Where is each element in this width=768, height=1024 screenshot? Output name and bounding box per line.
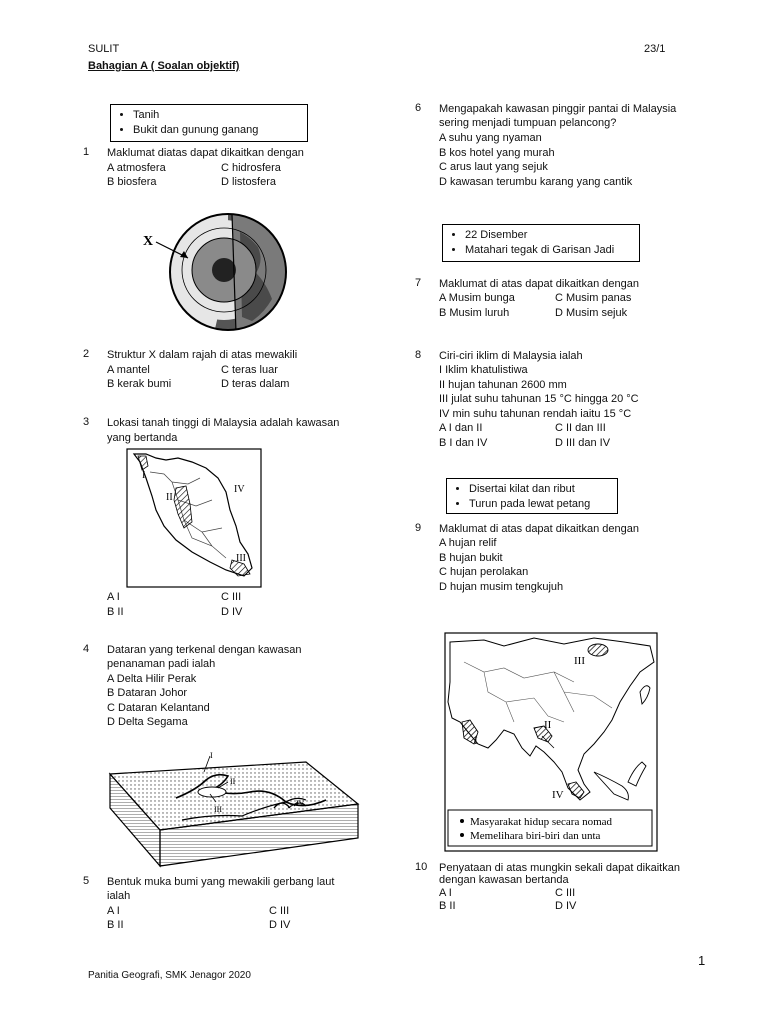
- page-number: 1: [698, 953, 706, 968]
- landform-label: I: [210, 751, 213, 760]
- question-stem: penanaman padi ialah: [107, 658, 216, 670]
- statement: II hujan tahunan 2600 mm: [439, 379, 567, 391]
- map-label: II: [166, 492, 173, 503]
- question-stem: Bentuk muka bumi yang mewakili gerbang laut: [107, 876, 335, 888]
- landform-label: II: [230, 777, 236, 786]
- option: B Dataran Johor: [107, 687, 188, 699]
- question-number: 1: [83, 146, 90, 158]
- option: B kos hotel yang murah: [439, 147, 555, 159]
- coastal-landform-diagram: [106, 748, 362, 868]
- question-8: [415, 349, 745, 451]
- question-stem: Maklumat di atas dapat dikaitkan dengan: [439, 523, 639, 535]
- map-label: II: [544, 719, 552, 731]
- label-x: X: [143, 234, 154, 249]
- question-stem: Struktur X dalam rajah di atas mewakili: [107, 349, 298, 361]
- earth-structure-diagram: [140, 212, 290, 336]
- option: C III: [269, 905, 290, 917]
- question-stem: Ciri-ciri iklim di Malaysia ialah: [439, 350, 583, 362]
- option: A mantel: [107, 364, 150, 376]
- info-box-1-item: • Bukit dan gunung ganang: [133, 123, 307, 138]
- question-5: [83, 875, 383, 935]
- option: A Musim bunga: [439, 292, 515, 304]
- question-number: 5: [83, 875, 90, 887]
- option: B II: [107, 919, 124, 931]
- option: D Musim sejuk: [555, 307, 628, 319]
- option: A I dan II: [439, 422, 483, 434]
- info-box-4-item: Memelihara biri-biri dan unta: [470, 830, 601, 842]
- map-label: III: [574, 655, 585, 667]
- question-stem: Mengapakah kawasan pinggir pantai di Malaysia: [439, 103, 677, 115]
- question-10: [415, 861, 745, 921]
- option: A hujan relif: [439, 537, 497, 549]
- info-box-4-item: Masyarakat hidup secara nomad: [470, 816, 613, 828]
- question-3-options: [83, 590, 383, 620]
- question-number: 10: [415, 861, 428, 873]
- option: B II: [439, 900, 456, 912]
- question-number: 6: [415, 102, 422, 114]
- option: A I: [439, 887, 452, 899]
- option: D IV: [269, 919, 291, 931]
- option: C hujan perolakan: [439, 566, 529, 578]
- option: B biosfera: [107, 176, 157, 188]
- option: D kawasan terumbu karang yang cantik: [439, 176, 633, 188]
- question-9: [415, 522, 745, 596]
- option: D IV: [555, 900, 577, 912]
- statement: IV min suhu tahunan rendah iaitu 15 °C: [439, 408, 632, 420]
- option: C Dataran Kelantand: [107, 702, 210, 714]
- option: C III: [555, 887, 576, 899]
- map-label: I: [142, 470, 146, 481]
- option: D hujan musim tengkujuh: [439, 581, 564, 593]
- option: C III: [221, 591, 242, 603]
- info-box-3-item: • Turun pada lewat petang: [469, 497, 617, 512]
- statement: I Iklim khatulistiwa: [439, 364, 528, 376]
- landform-label: IV: [296, 799, 305, 808]
- question-stem: Dataran yang terkenal dengan kawasan: [107, 644, 302, 656]
- info-box-1: [110, 104, 308, 142]
- question-6: [415, 102, 745, 192]
- question-number: 3: [83, 416, 90, 428]
- info-box-2: [442, 224, 640, 262]
- question-1: [83, 146, 383, 192]
- option: B hujan bukit: [439, 552, 503, 564]
- option: A suhu yang nyaman: [439, 132, 542, 144]
- option: D listosfera: [221, 176, 277, 188]
- section-title: Bahagian A ( Soalan objektif): [88, 60, 240, 72]
- map-label: IV: [552, 789, 564, 801]
- question-stem: dengan kawasan bertanda: [439, 874, 569, 886]
- landform-label: III: [214, 805, 222, 814]
- question-stem: Maklumat diatas dapat dikaitkan dengan: [107, 147, 304, 159]
- peninsular-malaysia-map: [126, 448, 262, 588]
- option: D IV: [221, 606, 243, 618]
- question-4: [83, 643, 383, 735]
- option: C teras luar: [221, 364, 278, 376]
- question-stem: ialah: [107, 890, 131, 902]
- question-number: 7: [415, 277, 422, 289]
- header-sulit: SULIT: [88, 43, 120, 55]
- option: A Delta Hilir Perak: [107, 673, 197, 685]
- question-number: 4: [83, 643, 90, 655]
- info-box-2-item: • Matahari tegak di Garisan Jadi: [465, 243, 639, 258]
- option: A I: [107, 905, 120, 917]
- question-stem: Maklumat di atas dapat dikaitkan dengan: [439, 278, 639, 290]
- option: A I: [107, 591, 120, 603]
- info-box-3-item: • Disertai kilat dan ribut: [469, 482, 617, 497]
- option: B kerak bumi: [107, 378, 172, 390]
- header-paper-code: 23/1: [644, 43, 666, 55]
- option: B I dan IV: [439, 437, 488, 449]
- map-label: I: [474, 735, 478, 747]
- option: A atmosfera: [107, 162, 166, 174]
- footer-text: Panitia Geografi, SMK Jenagor 2020: [88, 970, 251, 981]
- question-7: [415, 277, 745, 323]
- question-stem: Lokasi tanah tinggi di Malaysia adalah kawasan: [107, 417, 340, 429]
- option: C Musim panas: [555, 292, 632, 304]
- option: C II dan III: [555, 422, 606, 434]
- question-3: [83, 416, 383, 448]
- question-stem: sering menjadi tumpuan pelancong?: [439, 117, 617, 129]
- map-label: III: [236, 553, 246, 564]
- option: B Musim luruh: [439, 307, 510, 319]
- question-number: 8: [415, 349, 422, 361]
- question-stem: yang bertanda: [107, 432, 178, 444]
- info-box-3: [446, 478, 618, 514]
- statement: III julat suhu tahunan 15 °C hingga 20 °C: [439, 393, 639, 405]
- option: B II: [107, 606, 124, 618]
- asia-map: [444, 632, 658, 852]
- option: C hidrosfera: [221, 162, 281, 174]
- info-box-2-item: • 22 Disember: [465, 228, 639, 243]
- option: D Delta Segama: [107, 716, 188, 728]
- question-2: [83, 348, 383, 394]
- option: D III dan IV: [555, 437, 611, 449]
- option: D teras dalam: [221, 378, 290, 390]
- info-box-1-item: • Tanih: [133, 108, 307, 123]
- question-number: 2: [83, 348, 90, 360]
- map-label: IV: [234, 484, 245, 495]
- question-stem: Penyataan di atas mungkin sekali dapat dikaitkan: [439, 862, 680, 874]
- question-number: 9: [415, 522, 422, 534]
- option: C arus laut yang sejuk: [439, 161, 548, 173]
